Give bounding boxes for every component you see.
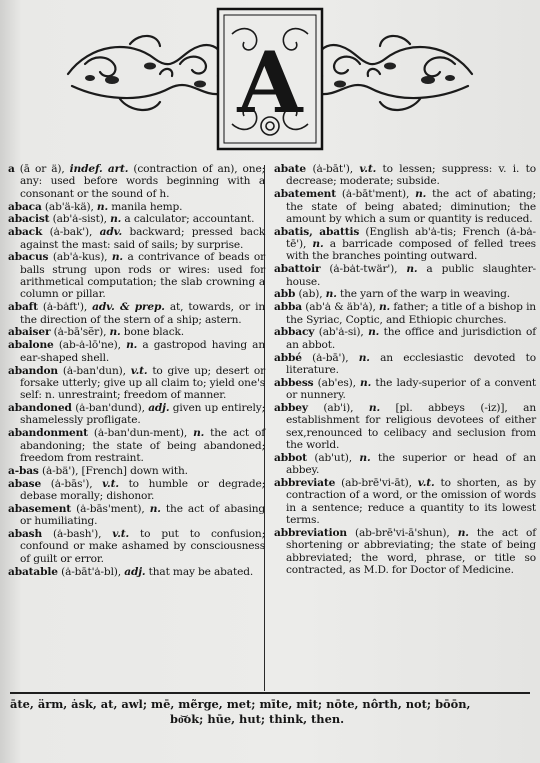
entry-part-of-speech: n. [149, 502, 161, 515]
entry-pronunciation: (ȧ-bāt'ment), [335, 188, 416, 201]
entry-pronunciation: (ab-ȧ-lō'ne), [53, 339, 127, 352]
entry-part-of-speech: n. [379, 301, 391, 314]
entry-part-of-speech: n. [358, 351, 370, 364]
dictionary-entry [274, 163, 536, 188]
entry-pronunciation: (ab'ȧ-kus), [48, 251, 112, 264]
entry-definition: the act of shortening or abbreviating; the state of being abbreviated; the word, phrase, or title so contracted, as M.D. for Doctor of Medicine. [286, 526, 536, 576]
dictionary-entry [274, 452, 536, 477]
entry-headword: abb [274, 288, 296, 301]
dictionary-entry [8, 365, 265, 402]
entry-definition: a public slaughter-house. [286, 263, 536, 288]
entry-definition: the superior or head of an abbey. [286, 451, 536, 477]
entry-part-of-speech: n. [415, 188, 427, 201]
entry-headword: abbé [274, 351, 302, 364]
footer-rule [10, 692, 530, 694]
entry-headword: abbey [274, 402, 308, 415]
dictionary-entry [8, 427, 265, 464]
entry-headword: aback [8, 226, 43, 239]
entry-headword: abacist [8, 213, 50, 226]
pronunciation-key-line-2: bo͝ok; hūe, hut; think, then. [170, 712, 345, 726]
entry-definition: given up entirely; shamelessly profligate. [20, 402, 265, 427]
entry-part-of-speech: v.t. [130, 364, 148, 377]
entry-headword: abate [274, 163, 307, 175]
entry-headword: abash [8, 527, 43, 540]
entry-pronunciation: (ab'es), [313, 376, 361, 389]
left-column [8, 163, 265, 578]
entry-definition: bone black. [120, 326, 184, 339]
dictionary-entry [274, 188, 536, 225]
entry-part-of-speech: n. [111, 251, 123, 264]
dictionary-entry [274, 527, 536, 576]
entry-pronunciation: (ȧ-ban'dun-ment), [87, 427, 194, 440]
entry-headword: abba [274, 301, 302, 314]
entry-pronunciation: (ab'ȧ & äb'ȧ), [301, 301, 379, 314]
dictionary-entry [274, 301, 536, 326]
dictionary-entry [274, 352, 536, 377]
entry-part-of-speech: n. [360, 376, 372, 389]
dictionary-entry [8, 528, 265, 565]
entry-definition: the act of abating; the state of being abated; diminution; the amount by which a sum or quantity is reduced. [286, 188, 536, 225]
entry-definition: to lessen; suppress: v. i. to decrease; moderate; subside. [286, 163, 536, 188]
entry-pronunciation: (ab'i), [307, 402, 369, 415]
entry-pronunciation: (ȧ-ban'dund), [71, 402, 149, 415]
dictionary-entry [8, 566, 265, 578]
dictionary-entry [8, 326, 265, 338]
entry-headword: abaca [8, 200, 42, 213]
entry-definition: to give up; desert or forsake utterly; give up all claim to; yield one's self: n. unrestraint; freedom of manner. [20, 364, 265, 402]
entry-part-of-speech: adv. & prep. [92, 301, 165, 314]
entry-pronunciation: (ab'ȧ-si), [314, 326, 369, 339]
entry-part-of-speech: n. [359, 451, 371, 464]
entry-headword: a [8, 163, 15, 175]
dictionary-entry [8, 251, 265, 300]
entry-definition: an ecclesiastic devoted to literature. [286, 351, 536, 376]
dictionary-entry [274, 263, 536, 288]
entry-pronunciation: (ȧ-bās'ment), [71, 502, 150, 515]
ornamental-initial-a-header [60, 4, 480, 154]
dictionary-entry [8, 465, 265, 477]
entry-part-of-speech: n. [312, 238, 324, 251]
entry-part-of-speech: n. [96, 200, 109, 213]
entry-headword: abandon [8, 364, 58, 377]
entry-headword: abbess [274, 376, 314, 389]
dictionary-entry [8, 163, 265, 200]
entry-headword: a-bas [8, 464, 39, 477]
entry-headword: abatable [8, 565, 58, 578]
entry-pronunciation: (ab), [295, 288, 326, 301]
entry-part-of-speech: adj. [124, 565, 146, 578]
dictionary-entry [274, 477, 536, 526]
entry-definition: the office and jurisdiction of an abbot. [286, 326, 536, 351]
pronunciation-key [10, 697, 530, 727]
dictionary-entry [8, 301, 265, 326]
entries-area [8, 163, 536, 693]
dictionary-entry [8, 503, 265, 528]
entry-pronunciation: (ab-brē'vi-āt), [335, 477, 418, 490]
entry-pronunciation: (ab-brē'vi-ā'shun), [346, 526, 458, 539]
dictionary-entry [8, 478, 265, 503]
entry-headword: abandoned [8, 402, 72, 415]
entry-definition: to humble or degrade; debase morally; dishonor. [20, 477, 265, 502]
entry-pronunciation: (ab'ut), [306, 451, 360, 464]
entry-headword: abbot [274, 451, 307, 464]
entry-part-of-speech: n. [368, 326, 380, 339]
entry-definition: the lady-superior of a convent or nunnery. [286, 376, 537, 402]
entry-headword: abandonment [8, 427, 88, 440]
dictionary-entry [274, 288, 536, 300]
entry-definition: a gastropod having an ear-shaped shell. [20, 339, 265, 364]
entry-definition: (contraction of an), one; any: used before words beginning with a consonant or the sound of h. [20, 163, 265, 200]
entry-definition: the act of abasing or humiliating. [20, 502, 265, 528]
dictionary-entry [8, 201, 265, 213]
entry-pronunciation: (ȧ-bȧt-twär'), [320, 263, 407, 276]
entry-part-of-speech: indef. art. [69, 163, 129, 175]
entry-pronunciation: (ȧ-bāt'ȧ-bl), [57, 565, 125, 578]
entry-part-of-speech: n. [325, 288, 337, 301]
entry-headword: abasement [8, 502, 72, 515]
entry-headword: abbacy [274, 326, 315, 339]
entry-headword: abase [8, 477, 42, 490]
entry-definition: a barricade composed of felled trees with the branches pointing outward. [286, 238, 536, 263]
entry-part-of-speech: n. [126, 339, 138, 352]
entry-pronunciation: (ȧ-bā'sẽr), [50, 326, 110, 339]
entry-definition: at, towards, or in the direction of the stern of a ship; astern. [20, 301, 266, 326]
entry-headword: abatis, abattis [274, 225, 360, 238]
entry-headword: abbreviate [274, 477, 336, 490]
entry-part-of-speech: n. [406, 263, 418, 276]
entry-headword: abaiser [8, 326, 51, 339]
entry-definition: father; a title of a bishop in the Syriac, Coptic, and Ethiopic churches. [286, 301, 536, 326]
entry-headword: abattoir [274, 263, 321, 276]
dictionary-entry [8, 402, 265, 427]
entry-definition: that may be abated. [145, 565, 254, 578]
entry-pronunciation: (English ab'ȧ-tis; French (ȧ-bȧ-tē'), [286, 225, 536, 251]
dictionary-entry [8, 226, 265, 251]
entry-part-of-speech: n. [368, 402, 380, 415]
entry-definition: the yarn of the warp in weaving. [336, 288, 510, 301]
entry-pronunciation: (ȧ-bash'), [42, 527, 113, 540]
entry-definition: [French] down with. [81, 464, 188, 477]
entry-pronunciation: (ȧ-bāt'), [306, 163, 360, 175]
entry-definition: backward; pressed back against the mast: said of sails; by surprise. [20, 226, 266, 251]
entry-pronunciation: (ȧ-bā'), [301, 351, 359, 364]
dictionary-entry [274, 326, 536, 351]
entry-part-of-speech: v.t. [112, 527, 130, 540]
entry-pronunciation: (ȧ-bak'), [42, 226, 100, 239]
entry-pronunciation: (ā or ä), [14, 163, 70, 175]
dictionary-entry [274, 226, 536, 263]
dictionary-entry [8, 213, 265, 225]
entry-part-of-speech: adj. [148, 402, 170, 415]
dictionary-entry [274, 377, 536, 402]
entry-headword: abacus [8, 251, 49, 264]
entry-part-of-speech: n. [109, 326, 121, 339]
entry-part-of-speech: v.t. [102, 477, 119, 490]
entry-pronunciation: (ab'ȧ-sist), [49, 213, 111, 226]
right-column [274, 163, 536, 577]
entry-part-of-speech: n. [193, 427, 205, 440]
entry-part-of-speech: n. [110, 213, 122, 226]
entry-definition: a calculator; accountant. [121, 213, 255, 226]
entry-headword: abalone [8, 339, 54, 352]
dictionary-entry [274, 402, 536, 451]
entry-pronunciation: (ȧ-bās'), [41, 477, 103, 490]
entry-headword: abatement [274, 188, 336, 201]
entry-definition: a contrivance of beads or balls strung upon rods or wires: used for arithmetical computation; the slab crowning a column or pillar. [20, 251, 265, 301]
entry-definition: manila hemp. [108, 200, 183, 213]
entry-headword: abbreviation [274, 526, 347, 539]
entry-definition: [pl. abbeys (-iz)], an establishment for religious devotees of either sex,renounced to celibacy and seclusion from the world. [286, 402, 536, 452]
entry-definition: to shorten, as by contraction of a word, or the omission of words in a sentence; reduce a quantity to its lowest terms. [286, 477, 536, 527]
dictionary-entry [8, 339, 265, 364]
initial-letter: A [237, 33, 303, 132]
pronunciation-key-line-1: āte, ärm, ȧsk, at, awl; mē, mẽrge, met; mīte, mit; nōte, nôrth, not; bōōn, [10, 697, 471, 711]
entry-pronunciation: (ab'ä-kä), [41, 200, 97, 213]
entry-pronunciation: (ȧ-bȧft'), [37, 301, 93, 314]
entry-definition: to put to confusion; confound or make ashamed by consciousness of guilt or error. [20, 527, 265, 565]
entry-pronunciation: (ȧ-ban'dun), [57, 364, 131, 377]
entry-definition: the act of abandoning; the state of being abandoned; freedom from restraint. [20, 427, 265, 464]
entry-pronunciation: (ȧ-bä'), [38, 464, 82, 477]
entry-part-of-speech: v.t. [417, 477, 435, 490]
entry-part-of-speech: v.t. [359, 163, 377, 175]
entry-part-of-speech: n. [457, 526, 469, 539]
entry-headword: abaft [8, 301, 38, 314]
entry-part-of-speech: adv. [99, 226, 123, 239]
